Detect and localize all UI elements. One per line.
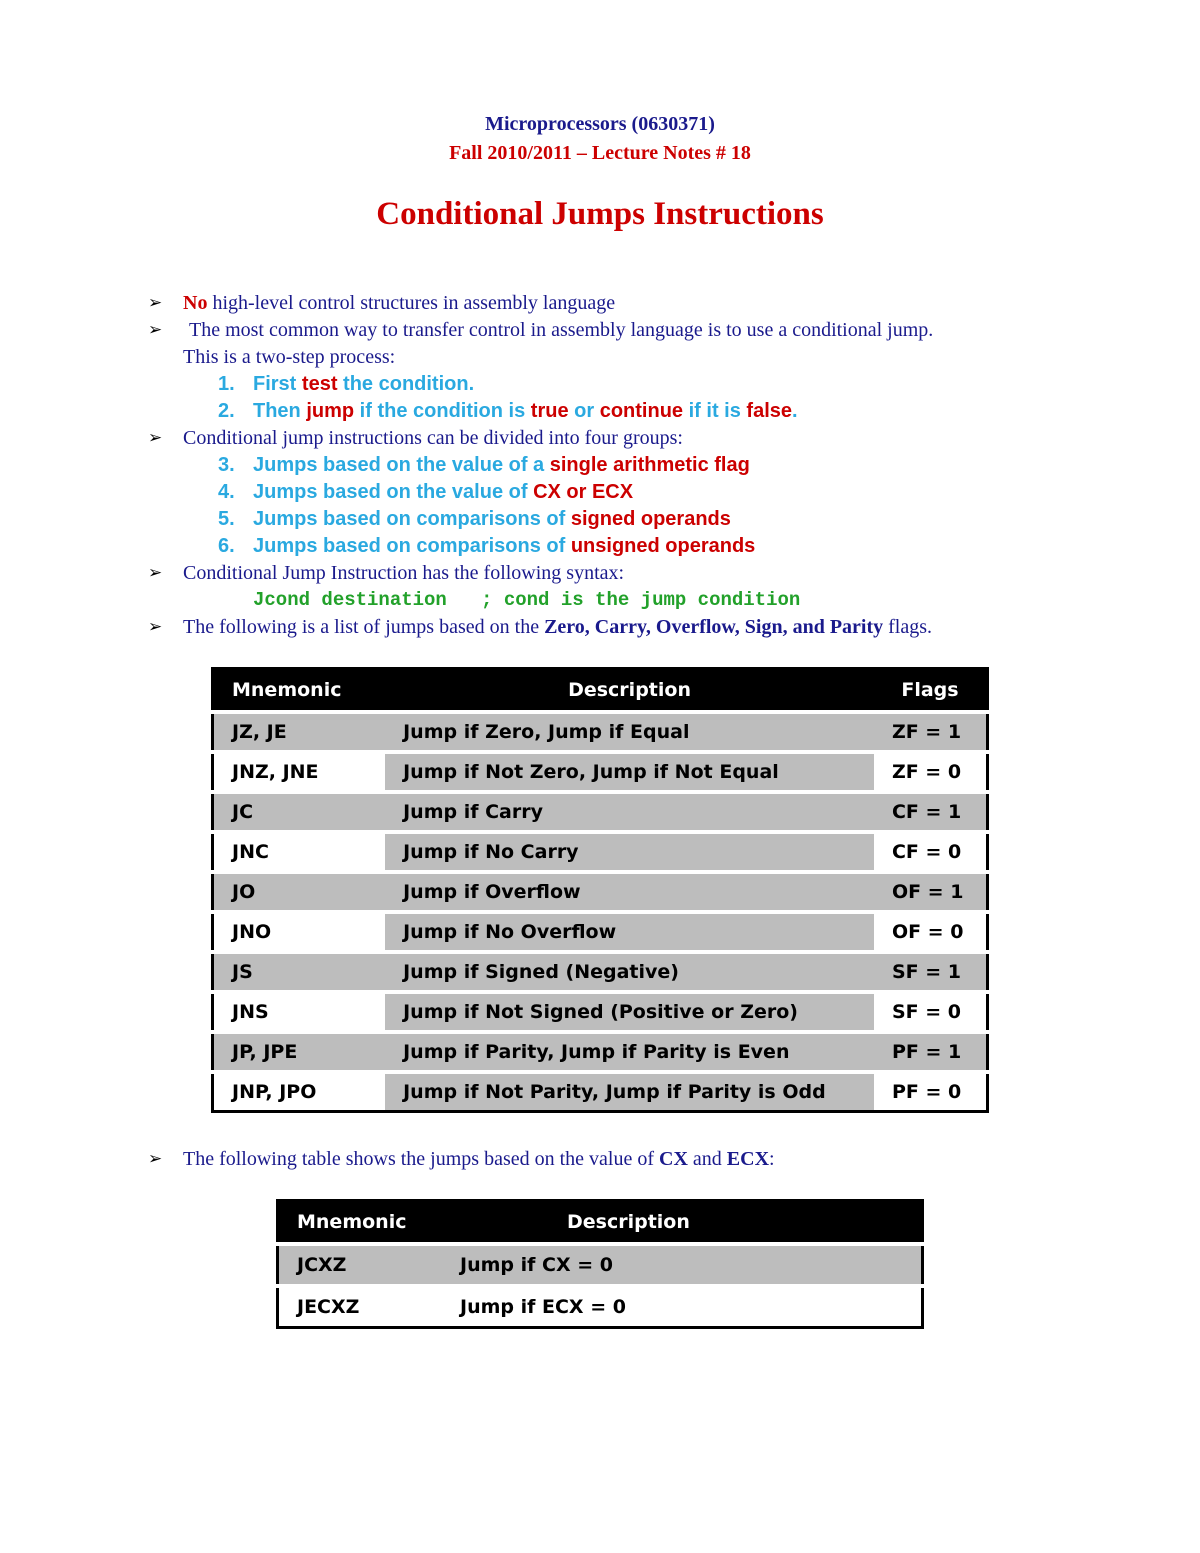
arrow-bullet-icon: ➢ — [148, 563, 163, 583]
flags-jump-table — [211, 667, 989, 1113]
bullet-text: This is a two-step process: — [183, 346, 396, 368]
table-row — [213, 1032, 988, 1072]
bullet-text: flags. — [883, 616, 933, 638]
table-row — [213, 872, 988, 912]
table-cell: JO — [213, 872, 386, 912]
step-text: if the condition is — [354, 400, 531, 422]
table-header-row — [278, 1201, 923, 1245]
step-text: . — [792, 400, 798, 422]
step-item — [148, 398, 1098, 425]
group-item — [148, 479, 1098, 506]
bullet-item — [148, 560, 1098, 587]
table-cell: OF = 0 — [874, 912, 988, 952]
table-cell: Jump if Overflow — [385, 872, 874, 912]
table-cell: JCXZ — [278, 1244, 443, 1286]
table-row — [213, 1072, 988, 1112]
bullet-text: Conditional Jump Instruction has the following syntax: — [183, 562, 625, 584]
column-header: Description — [442, 1201, 923, 1245]
table-cell: JP, JPE — [213, 1032, 386, 1072]
table-cell: Jump if No Overflow — [385, 912, 874, 952]
table-cell: Jump if ECX = 0 — [442, 1286, 923, 1328]
step-text: Then — [253, 400, 307, 422]
table-cell: Jump if Parity, Jump if Parity is Even — [385, 1032, 874, 1072]
table-cell: ZF = 1 — [874, 712, 988, 752]
step-emphasis: false — [746, 400, 792, 422]
column-header: Mnemonic — [213, 669, 386, 713]
step-emphasis: continue — [599, 400, 684, 422]
table-cell: OF = 1 — [874, 872, 988, 912]
bullet-text: high-level control structures in assembly language — [207, 292, 616, 314]
table-cell: Jump if Zero, Jump if Equal — [385, 712, 874, 752]
table-cell: JNC — [213, 832, 386, 872]
bullet-list — [148, 290, 1098, 641]
arrow-bullet-icon: ➢ — [148, 428, 163, 448]
group-emphasis: single arithmetic flag — [549, 454, 750, 476]
table-cell: JNZ, JNE — [213, 752, 386, 792]
table-row — [213, 992, 988, 1032]
table-cell: Jump if Not Parity, Jump if Parity is Odd — [385, 1072, 874, 1112]
arrow-bullet-icon: ➢ — [148, 293, 163, 313]
group-text: Jumps based on the value of a — [253, 454, 550, 476]
syntax-code: Jcond destination ; cond is the jump condition — [253, 589, 801, 611]
course-title: Microprocessors (0630371) — [485, 113, 715, 135]
group-item — [148, 452, 1098, 479]
table-row — [213, 712, 988, 752]
table-cell: JZ, JE — [213, 712, 386, 752]
group-text: Jumps based on the value of — [253, 481, 534, 503]
group-emphasis: unsigned operands — [570, 535, 756, 557]
table-cell: Jump if Not Signed (Positive or Zero) — [385, 992, 874, 1032]
table-cell: Jump if No Carry — [385, 832, 874, 872]
group-item — [148, 533, 1098, 560]
group-emphasis: CX or ECX — [533, 481, 634, 503]
table-cell: ZF = 0 — [874, 752, 988, 792]
step-text: or — [568, 400, 600, 422]
table-cell: JNO — [213, 912, 386, 952]
table-row — [213, 752, 988, 792]
table-cell: CF = 1 — [874, 792, 988, 832]
group-number: 5. — [218, 508, 235, 530]
table-cell: CF = 0 — [874, 832, 988, 872]
table-row — [213, 912, 988, 952]
arrow-bullet-icon: ➢ — [148, 617, 163, 637]
table-cell: JS — [213, 952, 386, 992]
bullet-item — [148, 1146, 1098, 1173]
step-text: if it is — [683, 400, 747, 422]
group-number: 6. — [218, 535, 235, 557]
table-cell: JNS — [213, 992, 386, 1032]
bullet-text: The following is a list of jumps based on the — [183, 616, 545, 638]
table-cell: Jump if Carry — [385, 792, 874, 832]
arrow-bullet-icon: ➢ — [148, 320, 163, 340]
bullet-text: The most common way to transfer control in assembly language is to use a conditional jump. — [189, 319, 934, 341]
group-number: 3. — [218, 454, 235, 476]
step-emphasis: true — [530, 400, 569, 422]
lecture-subtitle: Fall 2010/2011 – Lecture Notes # 18 — [449, 142, 751, 164]
table-row — [213, 792, 988, 832]
bullet-item — [148, 317, 1098, 371]
group-item — [148, 506, 1098, 533]
table-cell: SF = 1 — [874, 952, 988, 992]
table-row — [278, 1286, 923, 1328]
table-cell: Jump if CX = 0 — [442, 1244, 923, 1286]
bullet-list — [148, 1146, 1098, 1173]
bullet-text: The following table shows the jumps based on the value of — [183, 1148, 660, 1170]
step-text: First — [253, 373, 302, 395]
cx-jump-table — [276, 1199, 924, 1329]
table-row — [213, 952, 988, 992]
bullet-text: Conditional jump instructions can be divided into four groups: — [183, 427, 683, 449]
table-row — [278, 1244, 923, 1286]
table-cell: SF = 0 — [874, 992, 988, 1032]
bullet-item — [148, 425, 1098, 452]
step-emphasis: jump — [306, 400, 355, 422]
table-cell: JECXZ — [278, 1286, 443, 1328]
group-text: Jumps based on comparisons of — [253, 508, 571, 530]
step-number: 2. — [218, 400, 235, 422]
table-cell: Jump if Signed (Negative) — [385, 952, 874, 992]
bullet-emphasis: CX — [659, 1148, 688, 1170]
table-cell: JNP, JPO — [213, 1072, 386, 1112]
step-number: 1. — [218, 373, 235, 395]
arrow-bullet-icon: ➢ — [148, 1149, 163, 1169]
bullet-item — [148, 290, 1098, 317]
group-number: 4. — [218, 481, 235, 503]
step-emphasis: test — [301, 373, 338, 395]
bullet-emphasis: No — [183, 292, 208, 314]
bullet-item — [148, 614, 1098, 641]
group-emphasis: signed operands — [570, 508, 731, 530]
step-text: the condition. — [337, 373, 475, 395]
bullet-emphasis: Zero, Carry, Overflow, Sign, and Parity — [544, 616, 884, 638]
table-header-row — [213, 669, 988, 713]
page-title: Conditional Jumps Instructions — [376, 196, 824, 232]
table-cell: PF = 1 — [874, 1032, 988, 1072]
step-item — [148, 371, 1098, 398]
bullet-text: : — [769, 1148, 775, 1170]
column-header: Mnemonic — [278, 1201, 443, 1245]
column-header: Flags — [874, 669, 988, 713]
table-row — [213, 832, 988, 872]
table-cell: JC — [213, 792, 386, 832]
bullet-emphasis: ECX — [726, 1148, 770, 1170]
group-text: Jumps based on comparisons of — [253, 535, 571, 557]
bullet-text: and — [687, 1148, 727, 1170]
table-cell: PF = 0 — [874, 1072, 988, 1112]
table-cell: Jump if Not Zero, Jump if Not Equal — [385, 752, 874, 792]
column-header: Description — [385, 669, 874, 713]
